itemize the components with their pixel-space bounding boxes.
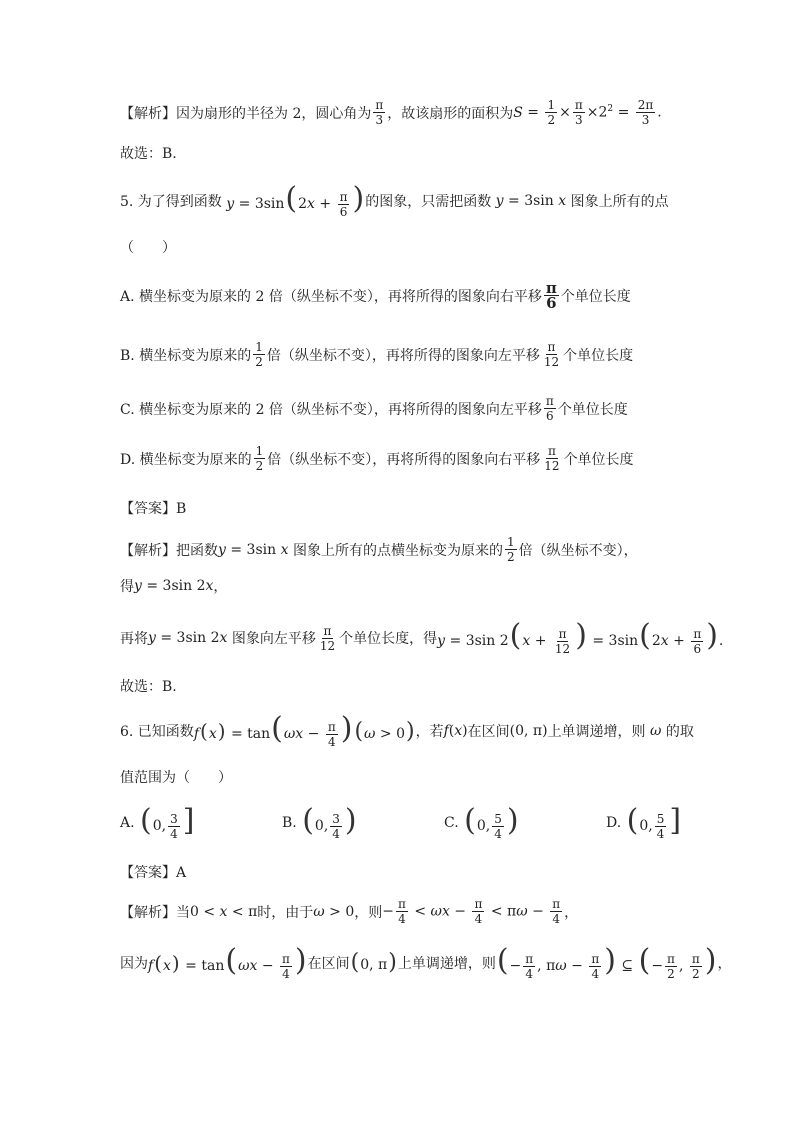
q6-answer: 【答案】A bbox=[120, 865, 187, 881]
q6-option-d bbox=[606, 803, 682, 841]
q4-analysis-mid: ，故该扇形的面积为 bbox=[387, 105, 514, 122]
q5-line2-a: 得 bbox=[120, 579, 134, 595]
q6-stem-line2: 值范围为（ ） bbox=[120, 770, 232, 786]
pi-over-3-fraction: $\frac{\pi}{3}$ bbox=[375, 98, 384, 127]
q5-analysis-b: 图象上所有的点横坐标变为原来的 bbox=[292, 542, 503, 559]
q4-analysis-line bbox=[120, 98, 662, 127]
q5-stem-b: 的图象，只需把函数 bbox=[365, 194, 492, 211]
q6-stem-d: 上单调递增，则 bbox=[547, 724, 646, 741]
area-formula: = $\frac{1}{2}$ × $\frac{\pi}{3}$ $\times 2^2$ = $\frac{2\pi}{3}$ . bbox=[522, 98, 662, 127]
math-expr: (0, $\frac{3}{4}$ ) bbox=[302, 803, 357, 841]
pi-over-6-fraction: $\frac{\pi}{6}$ bbox=[545, 279, 557, 312]
q5-stem-a: 5. 为了得到函数 bbox=[120, 194, 222, 211]
math-expr: (0, $\frac{5}{4}$ ] bbox=[626, 803, 682, 841]
q5-analysis-line3 bbox=[120, 618, 724, 656]
q6-analysis-d: ， bbox=[564, 904, 579, 921]
half-fraction: $\frac{1}{2}$ bbox=[255, 340, 263, 369]
math-expr: (0, π) bbox=[350, 950, 397, 976]
q5-analysis-line bbox=[120, 535, 638, 564]
half-fraction: $\frac{1}{2}$ bbox=[255, 444, 264, 473]
math-expr: (0, $\frac{5}{4}$ ) bbox=[464, 803, 519, 841]
math-expr: (0, $\frac{3}{4}$ ] bbox=[140, 803, 195, 841]
q5-option-c bbox=[120, 394, 628, 423]
q4-choice-line: 故选：B. bbox=[120, 146, 177, 162]
q5-stem-line bbox=[120, 181, 669, 219]
pi-over-12-fraction: $\frac{\pi}{12}$ bbox=[543, 340, 560, 369]
q6-option-b bbox=[282, 803, 358, 841]
math-expr: f(x) bbox=[443, 723, 468, 740]
q5-option-a bbox=[120, 281, 631, 310]
math-expr: ω bbox=[645, 723, 666, 740]
q5-line3-b: 图象向左平移 bbox=[231, 631, 316, 648]
q6-analysis-line2 bbox=[120, 943, 732, 981]
q5-blank: （ ） bbox=[120, 240, 176, 256]
math-expr: y = 3sin 2(x + $\frac{\pi}{12}$ ) = 3sin(2x + $\frac{\pi}{6}$ ). bbox=[437, 618, 724, 656]
q5-analysis-c: 倍（纵坐标不变）， bbox=[518, 542, 638, 559]
q5-stem-c: 图象上所有的点 bbox=[570, 194, 669, 211]
math-expr: y = 3sin 2x bbox=[134, 578, 214, 594]
q6-option-d-label: D. bbox=[606, 815, 622, 832]
pi-over-12-fraction: $\frac{\pi}{12}$ bbox=[319, 623, 336, 653]
q6-stem-e: 的取 bbox=[665, 724, 694, 741]
q6-stem-c: 在区间 bbox=[467, 724, 510, 741]
q5-option-d-mid: 倍（纵坐标不变），再将所得的图象向右平移 bbox=[267, 451, 541, 468]
q5-answer: 【答案】B bbox=[120, 501, 187, 517]
q5-option-c-post: 个单位长度 bbox=[557, 401, 628, 418]
q5-option-d-pre: D. 横坐标变为原来的 bbox=[120, 451, 252, 468]
q6-line2-b: 在区间 bbox=[307, 956, 350, 973]
q5-option-b-pre: B. 横坐标变为原来的 bbox=[120, 347, 252, 364]
q6-stem-b: ，若 bbox=[415, 724, 444, 741]
q6-option-c-label: C. bbox=[444, 815, 459, 832]
area-symbol: S bbox=[513, 104, 523, 121]
math-expr: f(x) = tan(ωx − $\frac{\pi}{4}$ ) bbox=[148, 943, 307, 981]
q5-line3-c: 个单位长度，得 bbox=[339, 631, 438, 648]
q6-option-b-label: B. bbox=[282, 815, 297, 832]
q5-analysis-a: 【解析】把函数 bbox=[120, 542, 218, 559]
q6-line2-a: 因为 bbox=[120, 956, 148, 973]
q6-option-c bbox=[444, 803, 520, 841]
q6-stem-line bbox=[120, 711, 694, 749]
q5-line3-a: 再将 bbox=[120, 631, 148, 648]
q6-line2-c: 上单调递增，则 bbox=[397, 956, 496, 973]
q4-analysis-lead: 【解析】因为扇形的半径为 2，圆心角为 bbox=[120, 105, 372, 122]
math-expr: f(x) = tan(ωx − $\frac{\pi}{4}$ )(ω > 0) bbox=[193, 711, 415, 749]
q6-line2-d: ， bbox=[717, 956, 732, 973]
q6-analysis-a: 【解析】当 bbox=[120, 904, 190, 921]
q5-option-a-pre: A. 横坐标变为原来的 2 倍（纵坐标不变），再将所得的图象向右平移 bbox=[120, 288, 542, 305]
q5-option-d bbox=[120, 444, 634, 473]
q5-source-function: y = 3sin x bbox=[495, 193, 567, 210]
math-expr: − $\frac{\pi}{4}$ < ωx − $\frac{\pi}{4}$ < πω − $\frac{\pi}{4}$ bbox=[382, 897, 561, 926]
q5-option-b-mid: 倍（纵坐标不变），再将所得的图象向左平移 bbox=[266, 347, 540, 364]
q5-option-c-pre: C. 横坐标变为原来的 2 倍（纵坐标不变），再将所得的图象向左平移 bbox=[120, 401, 542, 418]
q6-analysis-c: ，则 bbox=[354, 904, 383, 921]
math-expr: (0, π) bbox=[509, 723, 548, 740]
pi-over-6-fraction: $\frac{\pi}{6}$ bbox=[545, 394, 554, 423]
q6-option-a-label: A. bbox=[120, 815, 135, 832]
pi-over-12-fraction: $\frac{\pi}{12}$ bbox=[544, 444, 560, 473]
q5-analysis-line2 bbox=[120, 576, 227, 596]
q6-analysis-line bbox=[120, 897, 578, 926]
q6-option-a bbox=[120, 803, 195, 841]
math-expr: (− $\frac{\pi}{4}$ , πω − $\frac{\pi}{4}$ ) ⊆ (− $\frac{\pi}{2}$ , $\frac{\pi}{2}$ ) bbox=[496, 943, 717, 981]
q5-option-d-post: 个单位长度 bbox=[563, 451, 634, 468]
half-fraction: $\frac{1}{2}$ bbox=[506, 535, 515, 564]
q5-line2-b: ， bbox=[213, 579, 228, 595]
q5-option-b bbox=[120, 340, 633, 369]
math-expr: y = 3sin 2x bbox=[148, 630, 228, 647]
math-expr: ω > 0 bbox=[313, 903, 355, 920]
q6-analysis-b: 时，由于 bbox=[257, 904, 314, 921]
q5-choice-line: 故选：B. bbox=[120, 679, 177, 695]
q6-stem-a: 6. 已知函数 bbox=[120, 724, 194, 741]
q5-option-a-post: 个单位长度 bbox=[560, 288, 631, 305]
q5-option-b-post: 个单位长度 bbox=[563, 347, 634, 364]
math-expr: y = 3sin x bbox=[218, 541, 289, 558]
q5-target-function: y = 3sin(2x + $\frac{\pi}{6}$ ) bbox=[226, 181, 365, 219]
math-expr: 0 < x < π bbox=[190, 903, 258, 920]
